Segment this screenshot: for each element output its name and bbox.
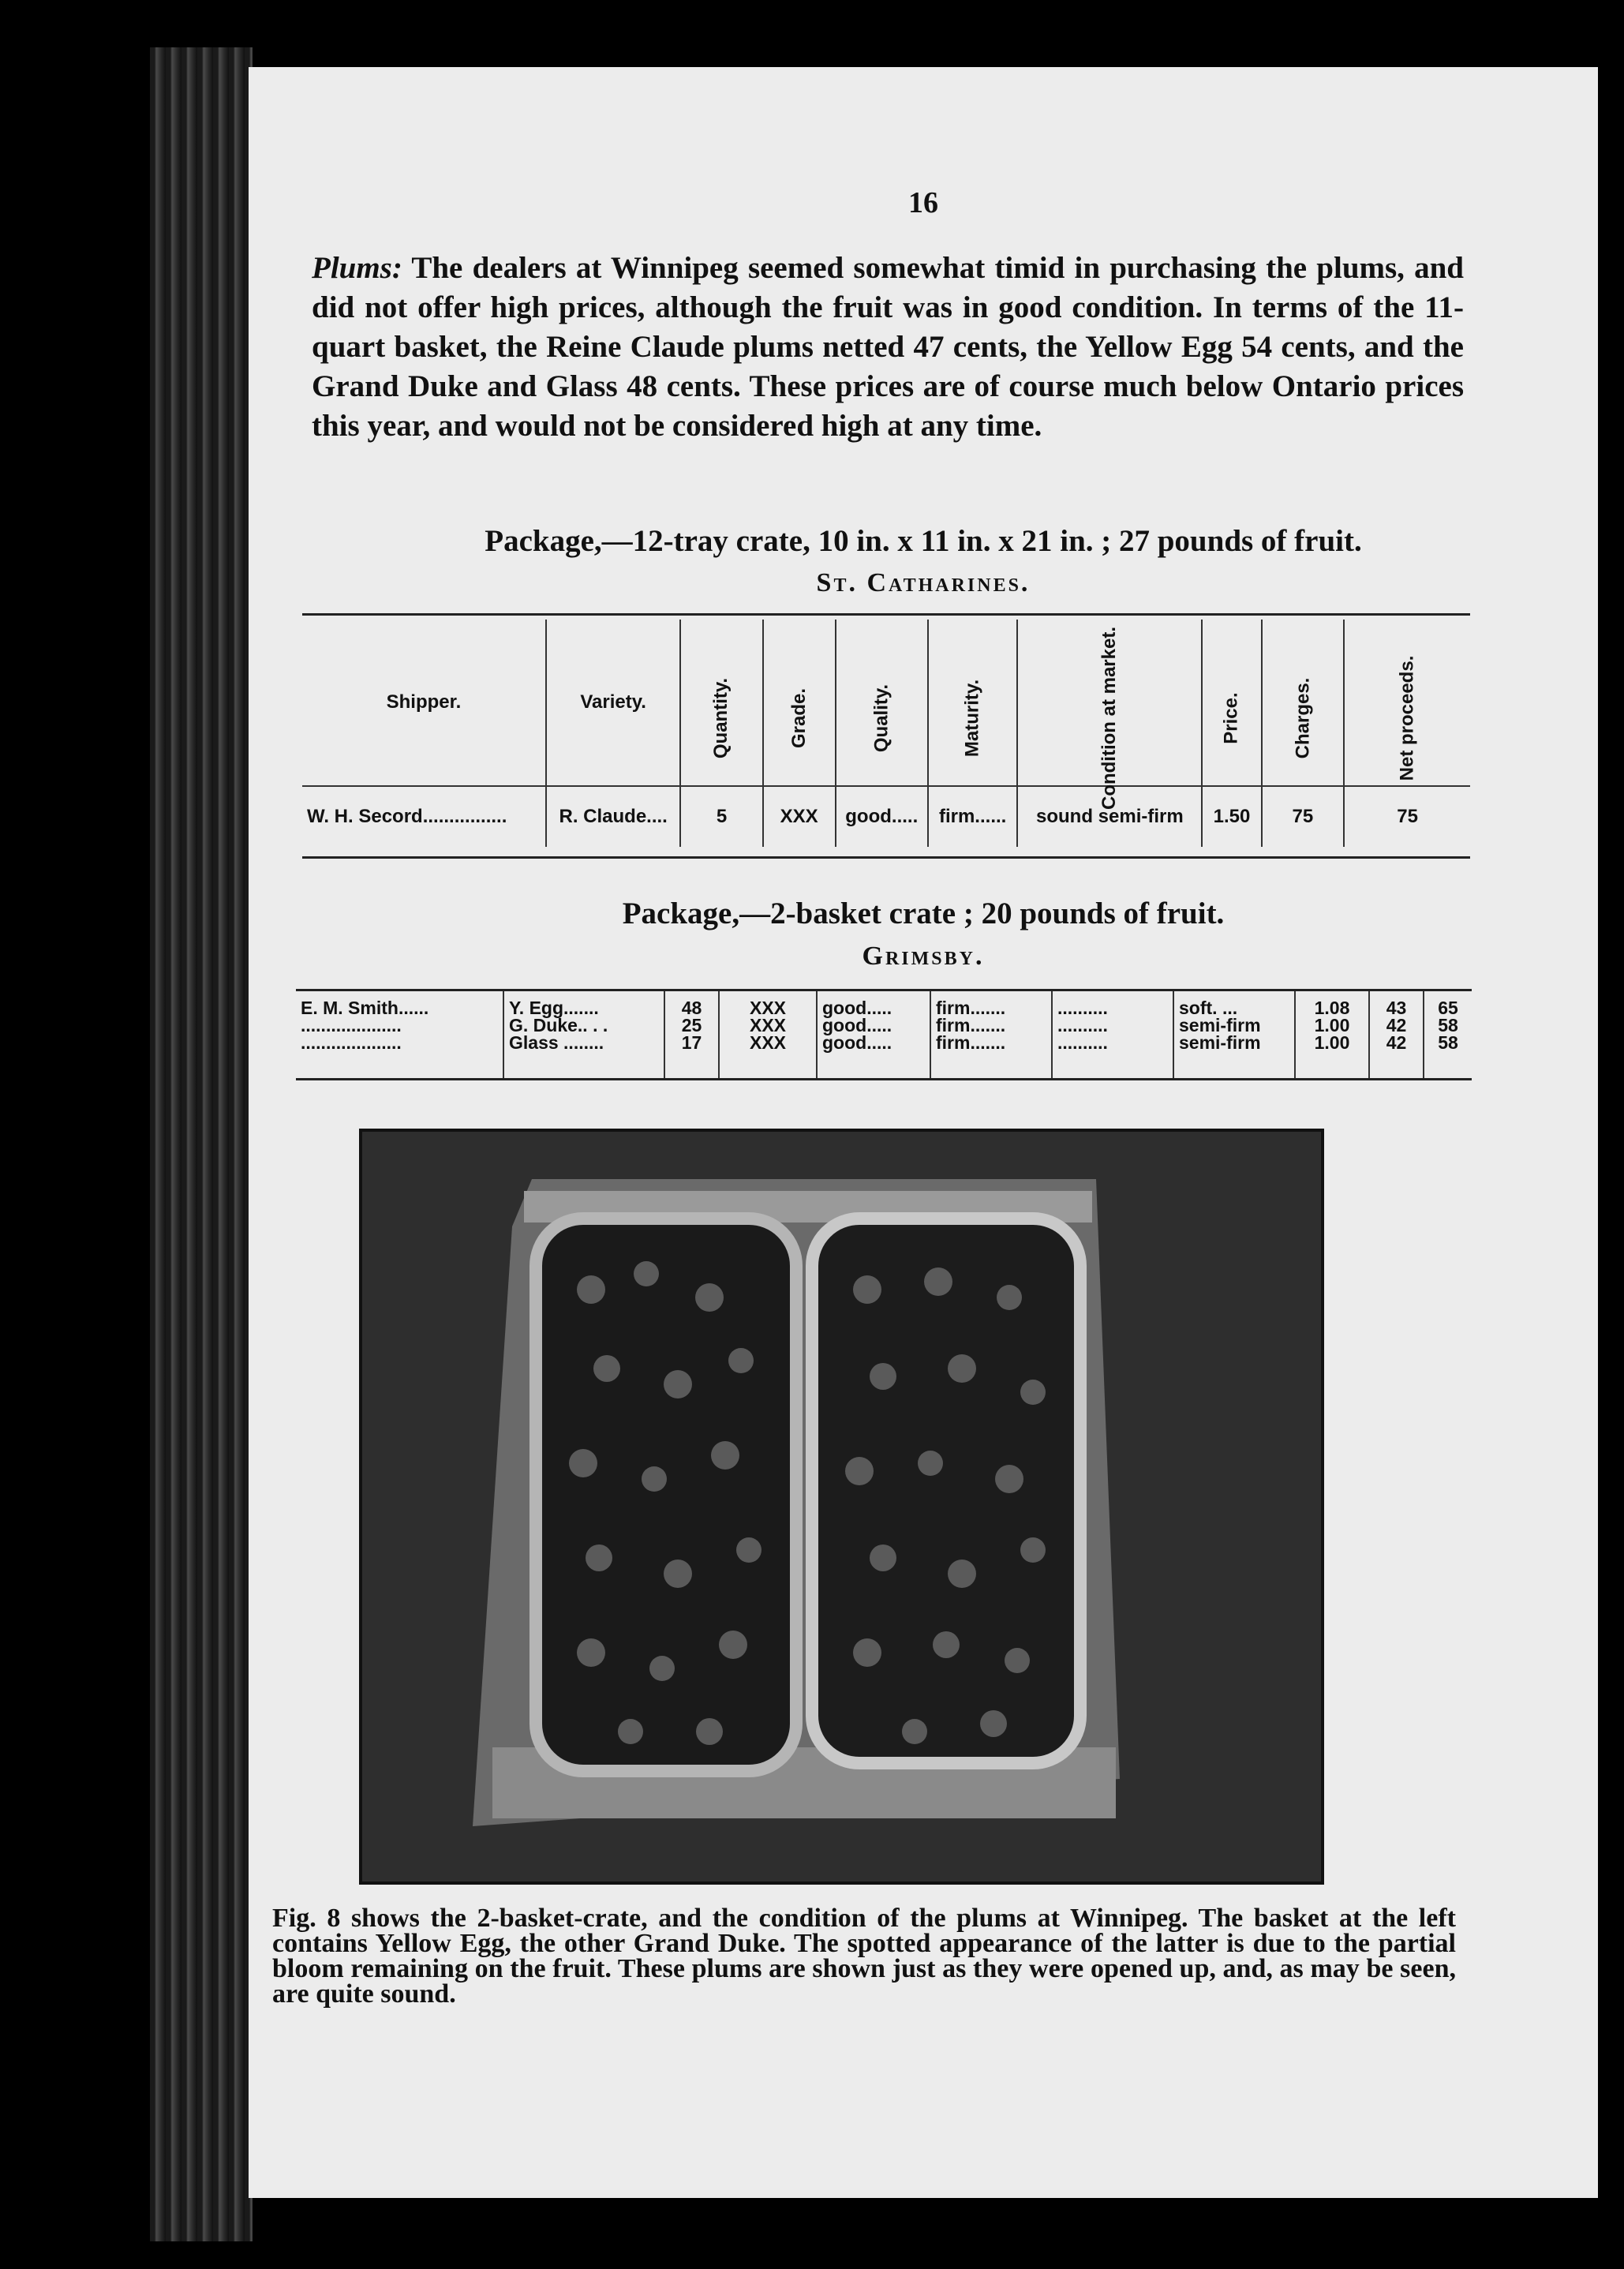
- book-binding-edge: [150, 47, 253, 2241]
- figure-caption: Fig. 8 shows the 2-basket-crate, and the condition of the plums at Winnipeg. The basket at the left contains Yellow Egg, the other Grand Duke. The spotted appearance of the latter is due to the partial bloom remaining on the fruit. These plums are shown just as they were opened up, and, as may be seen, are quite sound.: [272, 1904, 1456, 2009]
- cell-condition: sound semi-firm: [1017, 786, 1202, 847]
- col-shipper: E. M. Smith...... .................... ....................: [301, 998, 429, 1053]
- page-number: 16: [908, 186, 938, 219]
- col-net: 65 58 58: [1424, 990, 1472, 1080]
- col-maturity: firm....... firm....... firm.......: [930, 990, 1052, 1080]
- document-page: [249, 67, 1598, 2198]
- col-blank: .......... .......... ..........: [1052, 990, 1173, 1080]
- table-header-row: [302, 620, 1470, 786]
- header-quality: Quality.: [836, 620, 928, 786]
- package-heading-1: Package,—12-tray crate, 10 in. x 11 in. x 21 in. ; 27 pounds of fruit.: [485, 524, 1362, 558]
- package-heading-2: Package,—2-basket crate ; 20 pounds of fruit.: [622, 897, 1225, 930]
- plum-crate-photo: [359, 1129, 1324, 1885]
- col-variety: Y. Egg....... G. Duke.. . . Glass ........: [503, 990, 664, 1080]
- cell-price: 1.50: [1202, 786, 1261, 847]
- paragraph-body: The dealers at Winnipeg seemed somewhat timid in purchasing the plums, and did not offer high prices, although the fruit was in good condition. In terms of the 11-quart basket, the Reine Claude plums netted 47 cents, the Yellow Egg 54 cents, and the Grand Duke and Glass 48 cents. These prices are of course much below Ontario prices this year, and would not be considered high at any time.: [312, 251, 1465, 443]
- cell-shipper: W. H. Secord................: [302, 786, 546, 847]
- col-condition: soft. ... semi-firm semi-firm: [1173, 990, 1295, 1080]
- cell-quality: good.....: [836, 786, 928, 847]
- header-quantity: Quantity.: [680, 620, 762, 786]
- grimsby-table: [296, 989, 1472, 1080]
- cell-maturity: firm......: [928, 786, 1017, 847]
- paragraph-lead: Plums:: [312, 251, 402, 285]
- col-quality: good..... good..... good.....: [817, 990, 930, 1080]
- place-heading-st-catharines: St. Catharines.: [816, 568, 1031, 597]
- header-variety: Variety.: [546, 620, 681, 786]
- table-top-rule: [302, 613, 1470, 616]
- header-maturity: Maturity.: [928, 620, 1017, 786]
- header-grade: Grade.: [763, 620, 836, 786]
- cell-quantity: 5: [680, 786, 762, 847]
- header-charges: Charges.: [1262, 620, 1345, 786]
- photo-image: [362, 1132, 1321, 1881]
- table-bottom-rule: [302, 856, 1470, 859]
- header-condition: Condition at market.: [1017, 620, 1202, 786]
- cell-variety: R. Claude....: [546, 786, 681, 847]
- col-grade: XXX XXX XXX: [719, 990, 817, 1080]
- col-charges: 43 42 42: [1369, 990, 1424, 1080]
- cell-grade: XXX: [763, 786, 836, 847]
- col-quantity: 48 25 17: [664, 990, 719, 1080]
- col-price: 1.08 1.00 1.00: [1295, 990, 1369, 1080]
- header-net-proceeds: Net proceeds.: [1344, 620, 1470, 786]
- place-heading-grimsby: Grimsby.: [862, 942, 985, 971]
- cell-net: 75: [1344, 786, 1470, 847]
- st-catharines-table: [302, 620, 1470, 847]
- table-row: [302, 786, 1470, 847]
- plums-paragraph: [312, 249, 1464, 446]
- header-price: Price.: [1202, 620, 1261, 786]
- cell-charges: 75: [1262, 786, 1345, 847]
- table-row: [296, 990, 1472, 1080]
- header-shipper: Shipper.: [386, 691, 462, 713]
